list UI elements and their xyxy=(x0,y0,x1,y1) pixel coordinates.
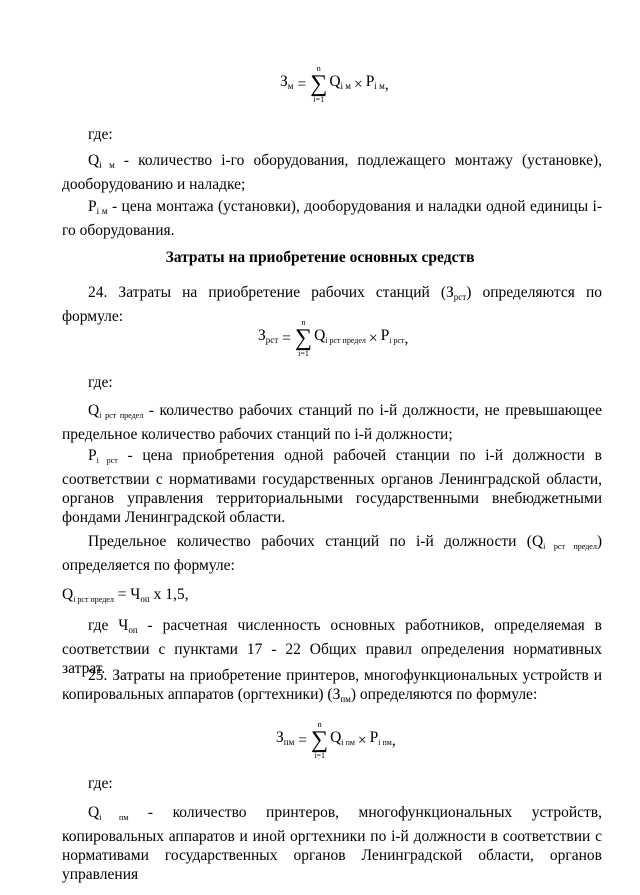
definition-p-m: $P_{i м}$ - цена монтажа (установки), дооборудования и наладки одной единицы i-го оборудования. xyxy=(62,198,602,239)
paragraph-25: 25. Затраты на приобретение принтеров, многофункциональных устройств и копировальных аппаратов (оргтехники) $(З_{пм})$ определяются по формуле: xyxy=(62,667,602,704)
where-label: где: xyxy=(88,126,113,143)
formula-lhs: З xyxy=(280,73,288,90)
definition-q-pm: $Q_{i пм}$ - количество принтеров, многофункциональных устройств, копировальных аппаратов и иной оргтехники по i-й должности в соответствии с нормативами государственных органов Ленинградской области, органов управления xyxy=(62,804,602,883)
definition-ch-op: где $Ч_{оп}$ - расчетная численность основных работников, определяемая в соответствии с пунктами 17 - 22 Общих правил определения нормативных затрат. xyxy=(62,617,602,677)
paragraph-limit: Предельное количество рабочих станций по i-й должности $(Q_{i рст предел})$ определяется по формуле: xyxy=(62,533,602,574)
definition-q-m: $Q_{i м}$ - количество i-го оборудования, подлежащего монтажу (установке), дооборудованию и наладке; xyxy=(62,152,602,193)
where-label: где: xyxy=(88,775,113,792)
sum-symbol: n ∑ i=1 xyxy=(310,64,328,104)
formula-office-equipment-cost: $З_{пм}$ = n ∑ i=1 $Q_{i пм}$ × $P_{i пм}$ , xyxy=(276,720,396,760)
formula-limit: $Q_{i рст предел} = Ч_{оп}$ х 1,5, xyxy=(62,586,189,604)
equals-sign: = xyxy=(297,75,307,93)
paragraph-24: 24. Затраты на приобретение рабочих станций $(З_{рст})$ определяются по формуле: xyxy=(62,284,603,325)
definition-p-rst: $P_{i рст}$ - цена приобретения одной рабочей станции по i-й должности в соответствии с нормативами государственных органов Ленинградской области, органов управления территориальными государственными внебюджетными фондами Ленинградской области. xyxy=(62,447,602,526)
equals-sign: = xyxy=(282,329,291,347)
where-label: где: xyxy=(88,374,113,391)
sum-symbol: n ∑ i=1 xyxy=(311,720,329,760)
equals-sign: = xyxy=(298,731,308,749)
section-heading: Затраты на приобретение основных средств xyxy=(165,249,475,266)
formula-installation-cost: $З_м$ = n ∑ i=1 $Q_{i м}$ × $P_{i м}$ , xyxy=(280,64,389,104)
formula-workstation-cost: $З_{рст}$ = n ∑ i=1 $Q_{i рст предел}$ × $P_{i рст}$ , xyxy=(258,318,409,358)
sum-symbol: n ∑ i=1 xyxy=(294,318,313,358)
definition-q-rst: $Q_{i рст предел}$ - количество рабочих станций по i-й должности, не превышающее предельное количество рабочих станций по i-й должности; xyxy=(62,402,603,443)
